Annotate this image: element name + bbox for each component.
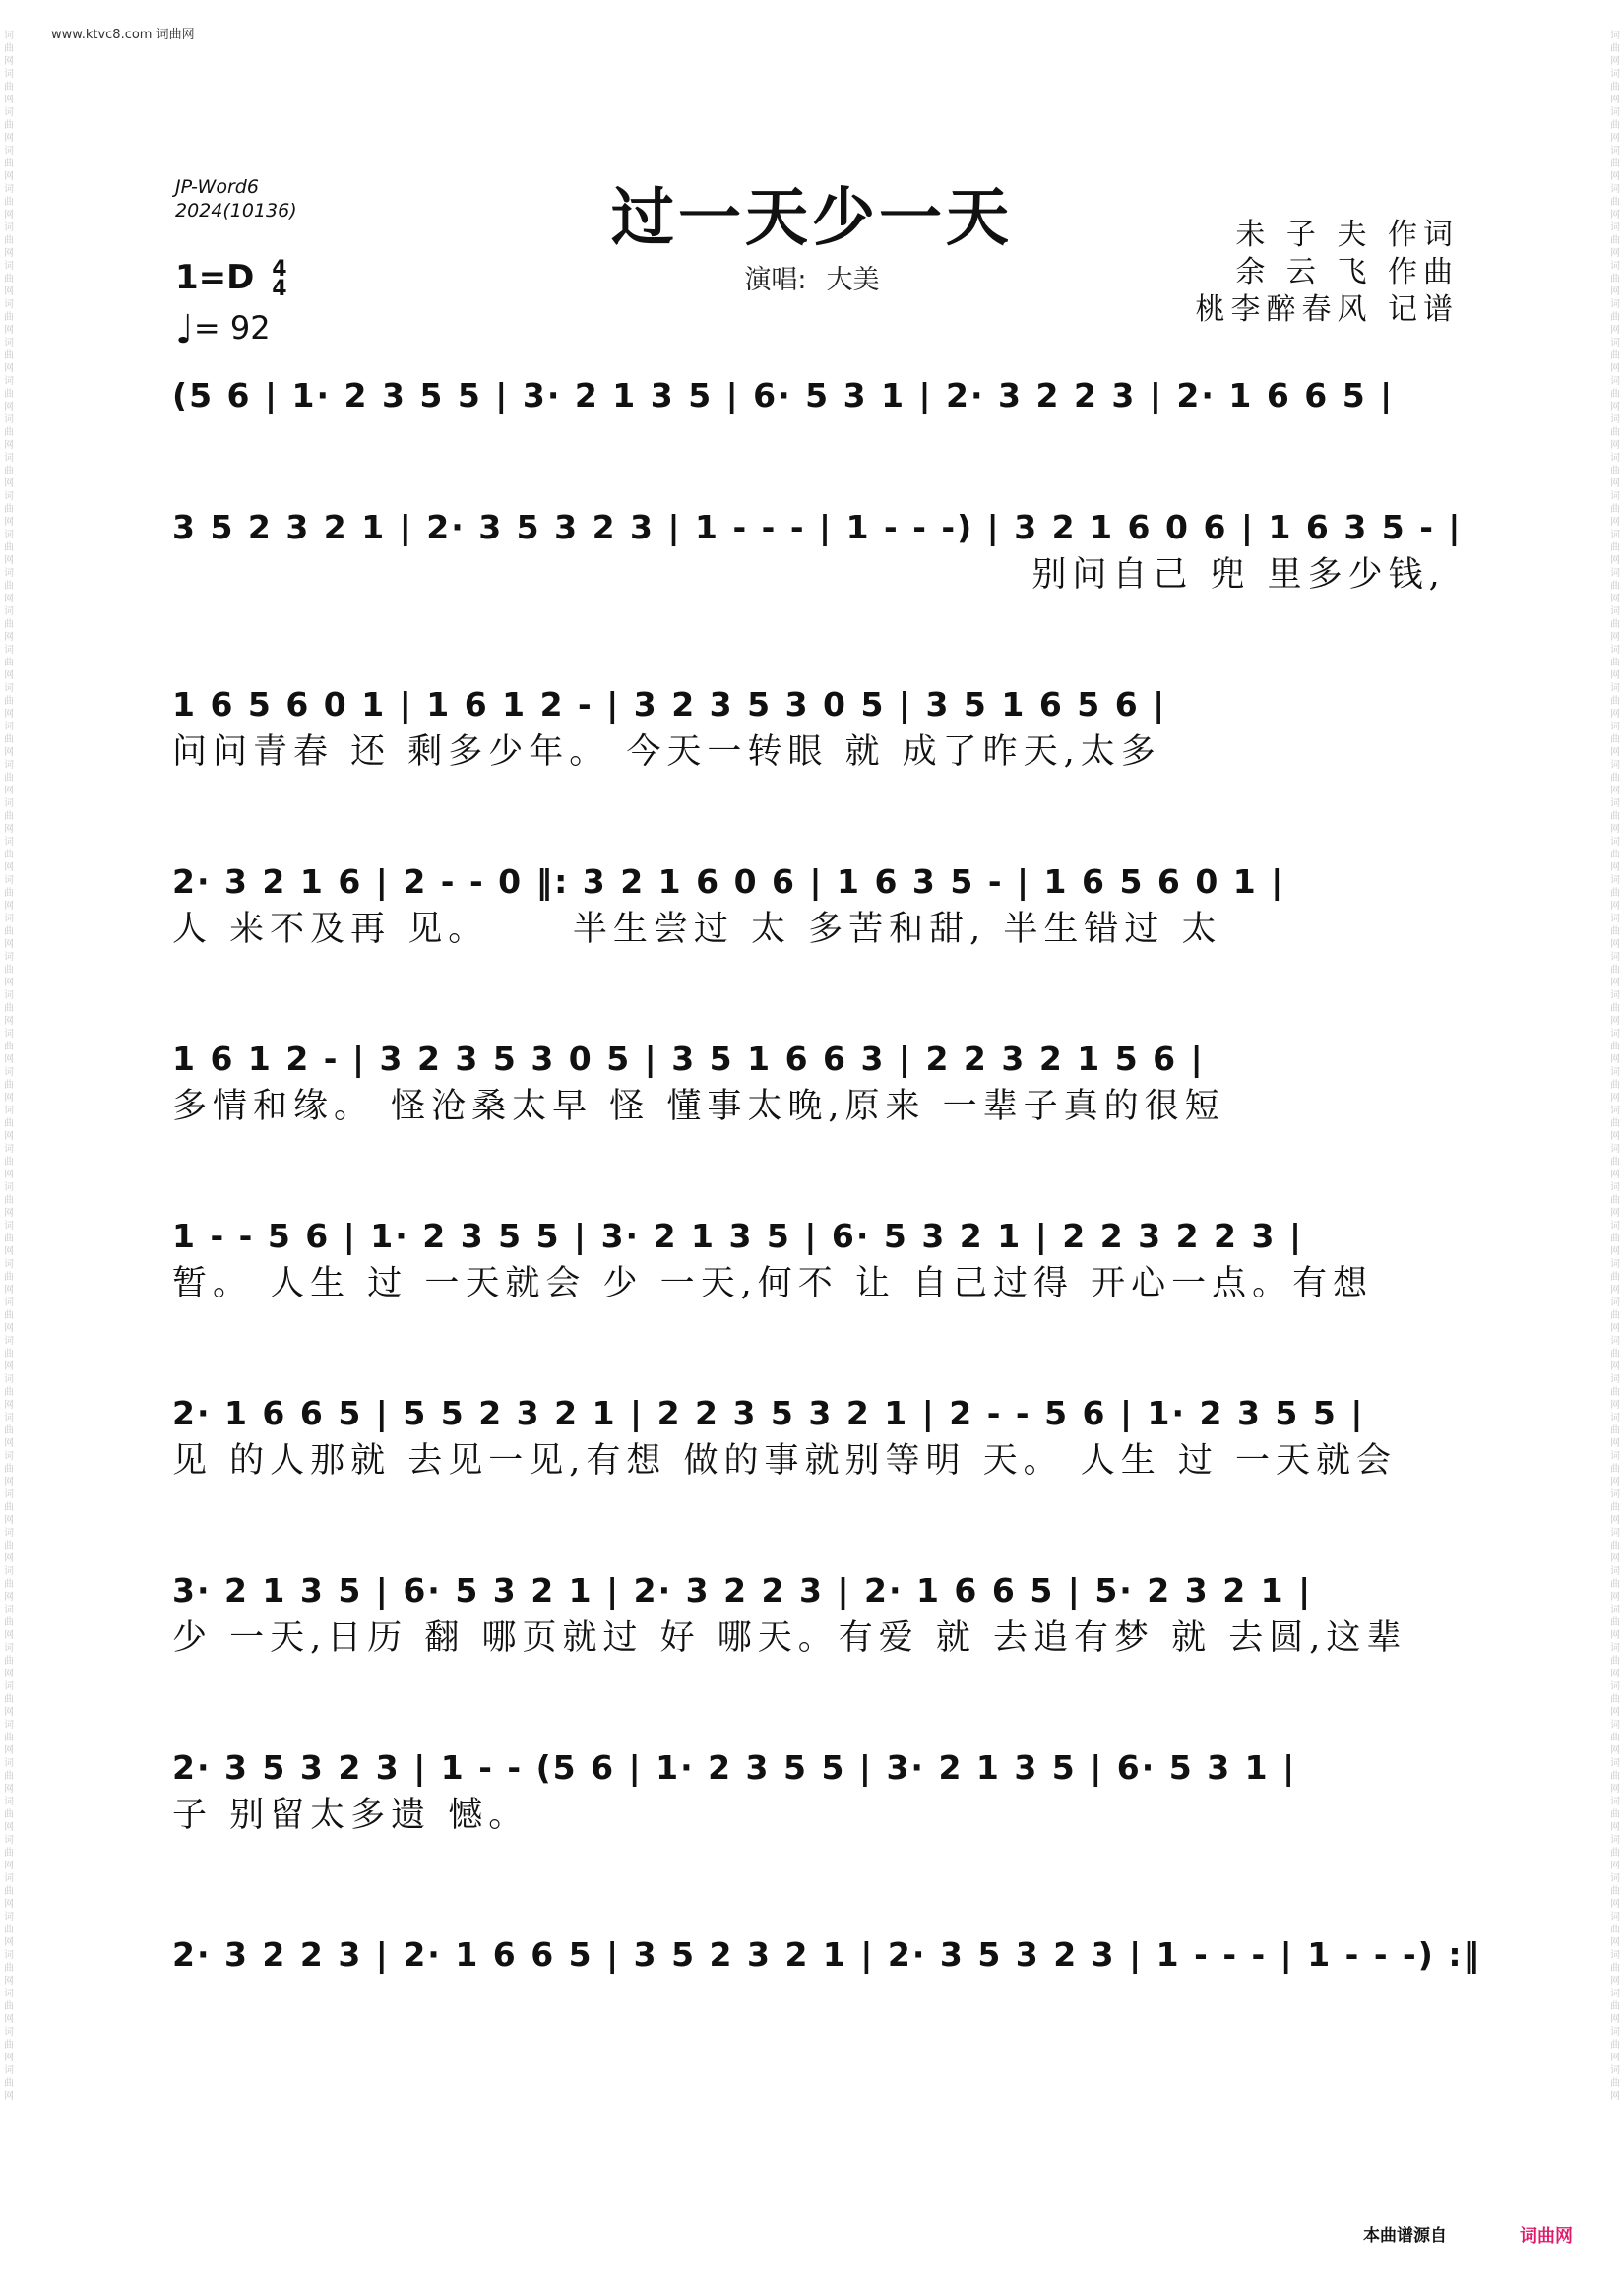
- lyrics-line: 人 来不及再 见。 半生尝过 太 多苦和甜, 半生错过 太: [172, 910, 1222, 949]
- singer-name: 大美: [826, 265, 880, 295]
- singer-label: 演唱:: [744, 265, 807, 295]
- composer: 余 云 飞 作曲: [1235, 255, 1459, 289]
- notation-line: 1 6 1 2 - | 3 2 3 5 3 0 5 | 3 5 1 6 6 3 | 2 2 3 2 1 5 6 |: [172, 1040, 1205, 1078]
- lyrics-line: 少 一天,日历 翻 哪页就过 好 哪天。有爱 就 去追有梦 就 去圆,这辈: [172, 1618, 1407, 1658]
- score-row-6: [172, 1213, 1452, 1307]
- notation-line: 3· 2 1 3 5 | 6· 5 3 2 1 | 2· 3 2 2 3 | 2· 1 6 6 5 | 5· 2 3 2 1 |: [172, 1571, 1313, 1610]
- quarter-note-icon: ♩: [175, 307, 194, 352]
- notation-line: 2· 3 5 3 2 3 | 1 - - (5 6 | 1· 2 3 5 5 | 3· 2 1 3 5 | 6· 5 3 1 |: [172, 1748, 1297, 1787]
- lyrics-line: 子 别留太多遗 憾。: [172, 1796, 530, 1835]
- key-label: 1=D: [175, 258, 255, 297]
- right-edge-watermark: 词曲网词曲网词曲网词曲网词曲网词曲网词曲网词曲网词曲网词曲网词曲网词曲网词曲网词曲网词曲网词曲网词曲网词曲网词曲网词曲网词曲网词曲网词曲网词曲网词曲网词曲网词曲网词曲网词曲网词曲网词曲网词曲网词曲网词曲网词曲网词曲网词曲网词曲网词曲网词曲网词曲网词曲网词曲网词曲网词曲网词曲网词曲网词曲网词曲网词曲网词曲网词曲网词曲网词曲网: [1610, 31, 1620, 2102]
- lyricist: 未 子 夫 作词: [1235, 218, 1459, 252]
- lyrics-line: 多情和缘。 怪沧桑太早 怪 懂事太晚,原来 一辈子真的很短: [172, 1087, 1225, 1126]
- software-version: 2024(10136): [175, 200, 297, 221]
- lyrics-line: 别问自己 兜 里多少钱,: [172, 555, 1446, 595]
- score-row-5: [172, 1036, 1452, 1130]
- tempo-value: = 92: [193, 309, 271, 347]
- score-row-10: [172, 1931, 1482, 2026]
- lyrics-line: 暂。 人生 过 一天就会 少 一天,何不 让 自己过得 开心一点。有想: [172, 1264, 1374, 1303]
- score-row-8: [172, 1567, 1452, 1662]
- notation-line: 2· 1 6 6 5 | 5 5 2 3 2 1 | 2 2 3 5 3 2 1 | 2 - - 5 6 | 1· 2 3 5 5 |: [172, 1394, 1365, 1432]
- score-row-9: [172, 1744, 1452, 1839]
- song-title: 过一天少一天: [611, 181, 1013, 255]
- score-row-3: [172, 681, 1452, 776]
- notation-line: 1 6 5 6 0 1 | 1 6 1 2 - | 3 2 3 5 3 0 5 | 3 5 1 6 5 6 |: [172, 685, 1167, 724]
- software-name: JP-Word6: [175, 176, 259, 198]
- footer-brand-link[interactable]: 词曲网: [1520, 2226, 1573, 2246]
- footer-source-text: 本曲谱源自: [1363, 2226, 1447, 2245]
- notation-line: 1 - - 5 6 | 1· 2 3 5 5 | 3· 2 1 3 5 | 6· 5 3 2 1 | 2 2 3 2 2 3 |: [172, 1217, 1304, 1255]
- meter-bottom: 4: [272, 276, 287, 301]
- notation-line: 2· 3 2 1 6 | 2 - - 0 ‖: 3 2 1 6 0 6 | 1 6 3 5 - | 1 6 5 6 0 1 |: [172, 862, 1285, 901]
- notation-line: (5 6 | 1· 2 3 5 5 | 3· 2 1 3 5 | 6· 5 3 1 | 2· 3 2 2 3 | 2· 1 6 6 5 |: [172, 376, 1395, 414]
- score-row-1: [172, 372, 1452, 467]
- transcriber: 桃李醉春风 记谱: [1195, 292, 1459, 327]
- left-edge-watermark: 词曲网词曲网词曲网词曲网词曲网词曲网词曲网词曲网词曲网词曲网词曲网词曲网词曲网词曲网词曲网词曲网词曲网词曲网词曲网词曲网词曲网词曲网词曲网词曲网词曲网词曲网词曲网词曲网词曲网词曲网词曲网词曲网词曲网词曲网词曲网词曲网词曲网词曲网词曲网词曲网词曲网词曲网词曲网词曲网词曲网词曲网词曲网词曲网词曲网词曲网词曲网词曲网词曲网词曲网: [4, 31, 14, 2102]
- site-url[interactable]: www.ktvc8.com 词曲网: [51, 28, 195, 42]
- notation-line: 2· 3 2 2 3 | 2· 1 6 6 5 | 3 5 2 3 2 1 | 2· 3 5 3 2 3 | 1 - - - | 1 - - -) :‖: [172, 1935, 1482, 1974]
- notation-line: 3 5 2 3 2 1 | 2· 3 5 3 2 3 | 1 - - - | 1 - - -) | 3 2 1 6 0 6 | 1 6 3 5 - |: [172, 508, 1463, 546]
- meter-top: 4: [272, 256, 287, 282]
- tempo-marking: [175, 307, 271, 352]
- lyrics-line: 见 的人那就 去见一见,有想 做的事就别等明 天。 人生 过 一天就会: [172, 1441, 1398, 1481]
- key-signature: [175, 258, 287, 299]
- credits: [1195, 217, 1459, 329]
- lyrics-line: [172, 419, 1452, 467]
- score-row-7: [172, 1390, 1452, 1485]
- score-row-4: [172, 858, 1452, 953]
- score-row-2: [172, 504, 1463, 599]
- lyrics-line: 问问青春 还 剩多少年。 今天一转眼 就 成了昨天,太多: [172, 732, 1161, 772]
- time-signature: [272, 256, 287, 301]
- lyrics-line: [172, 1979, 1452, 2026]
